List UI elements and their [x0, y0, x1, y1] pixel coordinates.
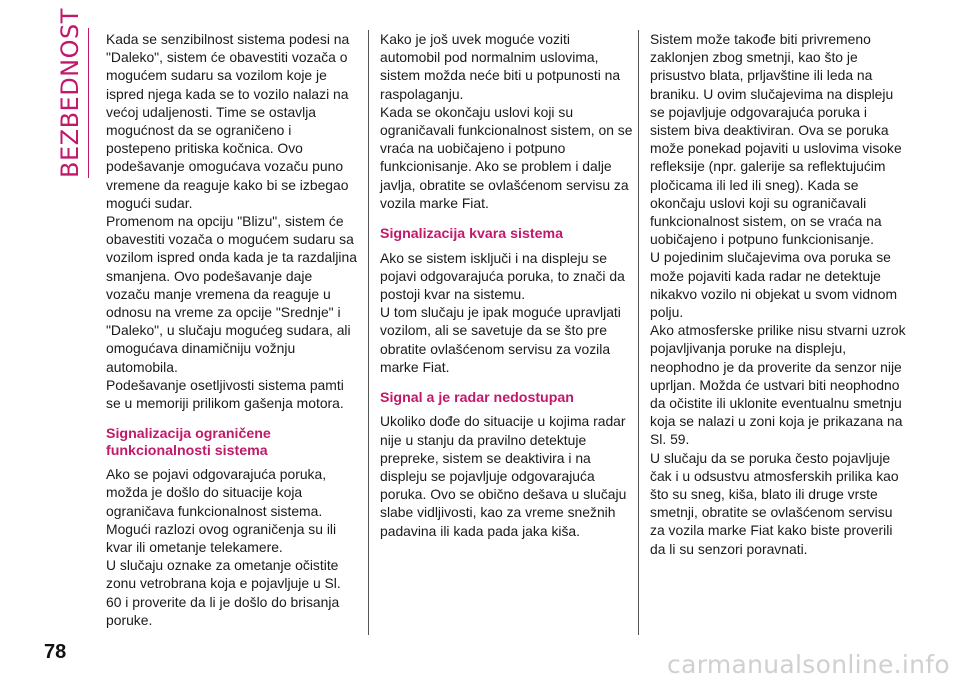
paragraph: Sistem može takođe biti privremeno zaklonjen zbog smetnji, kao što je prisustvo blata, prljavštine ili leda na braniku. U ovim slučajevima na displeju se pojavljuje odgovarajuća poruka i sistem biva deaktiviran. Ova se poruka može ponekad pojaviti u uslovima visoke refleksije (npr. galerije sa reflektujućim pločicama ili led ili sneg). Kada se okončaju uslovi koji su ograničavali funkcionalnost sistem, on se vraća na uobičajeno i potpuno funkcionisanje.: [650, 31, 902, 248]
paragraph: Podešavanje osetljivosti sistema pamti se u memoriji prilikom gašenja motora.: [106, 376, 344, 412]
paragraph: Ako se pojavi odgovarajuća poruka, možda je došlo do situacije koja ograničava funkcionalnost sistema.: [106, 466, 327, 519]
page-number: 78: [44, 641, 67, 663]
paragraph: Ukoliko dođe do situacije u kojima radar nije u stanju da pravilno detektuje prepreke, sistem se deaktivira i na displeju se pojavljuje odgovarajuća poruka. Ovo se obično dešava u slučaju slabe vidljivosti, kao za vreme snežnih padavina ili kada pada jaka kiša.: [380, 413, 627, 539]
paragraph: Kada se senzibilnost sistema podesi na "Daleko", sistem će obavestiti vozača o mogućem sudaru sa vozilom koje je ispred njega kada se to vozilo nalazi na većoj udaljenosti. Time se ostavlja mogućnost da se ograničeno i postepeno pritiska kočnica. Ovo podešavanje omogućava vozaču puno vremene da reaguje kako bi se izbegao mogući sudar.: [106, 31, 350, 211]
text-column-2: [380, 30, 634, 540]
paragraph: Mogući razlozi ovog ograničenja su ili kvar ili ometanje telekamere.: [106, 520, 337, 556]
paragraph: U pojedinim slučajevima ova poruka se može pojaviti kada radar ne detektuje nikakvo vozilo ni objekat u svom vidnom polju.: [650, 249, 898, 321]
paragraph: Ako atmosferske prilike nisu stvarni uzrok pojavljivanja poruke na displeju, neophodno je da proverite da senzor nije uprljan. Možda će ustvari biti neophodno da očistite ili uklonite eventualnu smetnju koja se nalazi u zoni koja je prikazana na Sl. 59.: [650, 322, 906, 448]
paragraph: Kako je još uvek moguće voziti automobil pod normalnim uslovima, sistem možda neće biti u potpunosti na raspolaganju.: [380, 31, 621, 102]
paragraph: U slučaju da se poruka često pojavljuje čak i u odsustvu atmosferskih prilika kao što su sneg, kiša, blato ili druge vrste smetnji, obratite se ovlašćenom servisu za vozila marke Fiat kako biste proverili da li su senzori poravnati.: [650, 449, 899, 557]
text-column-1: [106, 30, 360, 629]
section-title: BEZBEDNOST: [56, 8, 84, 178]
paragraph: U tom slučaju je ipak moguće upravljati vozilom, ali se savetuje da se što pre obratite ovlašćenom servisu za vozila marke Fiat.: [380, 304, 621, 375]
paragraph: U slučaju oznake za ometanje očistite zonu vetrobrana koja e pojavljuje u Sl. 60 i proverite da li je došlo do brisanja poruke.: [106, 557, 341, 628]
section-heading: Signal a je radar nedostupan: [380, 389, 574, 406]
paragraph: Kada se okončaju uslovi koji su ograničavali funkcionalnost sistem, on se vraća na uobičajeno i potpuno funkcionisanje. Ako se problem i dalje javlja, obratite se ovlašćenom servisu za vozila marke Fiat.: [380, 103, 633, 211]
section-heading: Signalizacija ograničene funkcionalnosti sistema: [106, 426, 271, 459]
section-title-rule: [88, 28, 89, 178]
watermark: carmanualsonline.info: [667, 650, 950, 679]
paragraph: Ako se sistem isključi i na displeju se pojavi odgovarajuća poruka, to znači da postoji kvar na sistemu.: [380, 249, 625, 302]
column-divider: [638, 30, 639, 635]
text-column-3: [650, 30, 906, 558]
paragraph: Promenom na opciju "Blizu", sistem će obavestiti vozača o mogućem sudaru sa vozilom ispred onda kada je ta razdaljina smanjena. Ovo podešavanje daje vozaču manje vremena da reaguje u odnosu na vreme za opcije "Srednje" i "Daleko", u slučaju mogućeg sudara, ali omogućava dinamičniju vožnju automobila.: [106, 213, 357, 375]
column-divider: [368, 30, 369, 635]
section-heading: Signalizacija kvara sistema: [380, 226, 563, 243]
